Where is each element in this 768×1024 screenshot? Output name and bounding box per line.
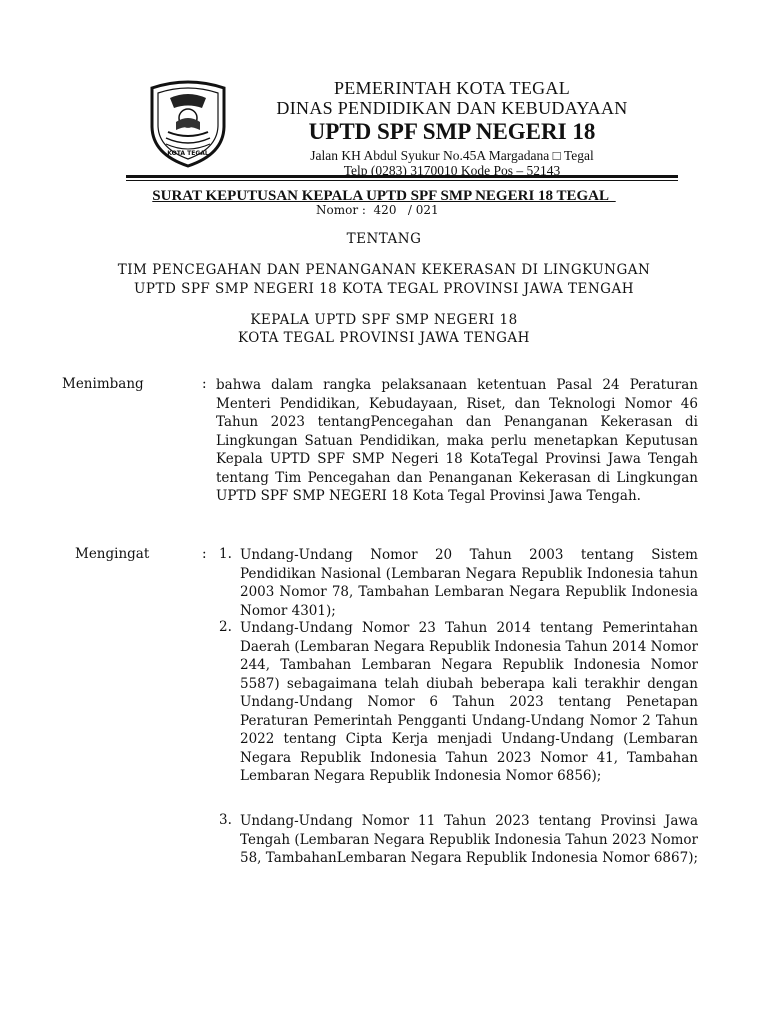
- subject-line-1: TIM PENCEGAHAN DAN PENANGANAN KEKERASAN DI LINGKUNGAN: [117, 262, 651, 278]
- official-line-2: KOTA TEGAL PROVINSI JAWA TENGAH: [238, 330, 530, 346]
- menimbang-colon: :: [202, 376, 207, 392]
- letterhead-address: Jalan KH Abdul Syukur No.45A Margadana □ Tegal: [310, 148, 594, 164]
- letterhead-department: DINAS PENDIDIKAN DAN KEBUDAYAAN: [276, 98, 628, 119]
- logo-lettering: KOTA TEGAL: [167, 150, 209, 157]
- official-line-1: KEPALA UPTD SPF SMP NEGERI 18: [250, 312, 518, 328]
- decree-number: Nomor : 420 / 021: [316, 203, 439, 217]
- tentang-heading: TENTANG: [346, 231, 422, 247]
- letterhead-divider-thick: [126, 175, 678, 178]
- menimbang-label: Menimbang: [62, 376, 144, 392]
- menimbang-text: bahwa dalam rangka pelaksanaan ketentuan Pasal 24 Peraturan Menteri Pendidikan, Kebudayaan, Riset, dan Teknologi Nomor 46 Tahun 2023 tentangPencegahan dan Penanganan Kekerasan di Lingkungan Satuan Pendidikan, maka perlu menetapkan Keputusan Kepala UPTD SPF SMP Negeri 18 KotaTegal Provinsi Jawa Tengah tentang Tim Pencegahan dan Penanganan Kekerasan di Lingkungan UPTD SPF SMP NEGERI 18 Kota Tegal Provinsi Jawa Tengah.: [216, 377, 698, 504]
- letterhead: [262, 78, 642, 178]
- mengingat-item-number: 3.: [219, 812, 232, 828]
- letterhead-divider-thin: [126, 180, 678, 181]
- letterhead-school-name: UPTD SPF SMP NEGERI 18: [308, 119, 596, 145]
- mengingat-item: Undang-Undang Nomor 11 Tahun 2023 tentang Provinsi Jawa Tengah (Lembaran Negara Republik Indonesia Tahun 2023 Nomor 58, TambahanLembaran Negara Republik Indonesia Nomor 6867);: [240, 813, 699, 866]
- mengingat-item-number: 2.: [219, 619, 232, 635]
- letterhead-government: PEMERINTAH KOTA TEGAL: [333, 78, 571, 98]
- subject-line-2: UPTD SPF SMP NEGERI 18 KOTA TEGAL PROVINSI JAWA TENGAH: [133, 281, 634, 297]
- mengingat-colon: :: [202, 546, 207, 562]
- mengingat-item: Undang-Undang Nomor 20 Tahun 2003 tentang Sistem Pendidikan Nasional (Lembaran Negara Republik Indonesia tahun 2003 Nomor 78, Tambahan Lembaran Negara Republik Indonesia Nomor 4301);: [240, 547, 698, 619]
- mengingat-item-number: 1.: [219, 546, 232, 562]
- letterhead-phone: Telp (0283) 3170010 Kode Pos – 52143: [343, 163, 561, 179]
- kota-tegal-emblem-logo: [146, 78, 230, 168]
- mengingat-item: Undang-Undang Nomor 23 Tahun 2014 tentang Pemerintahan Daerah (Lembaran Negara Republik Indonesia Tahun 2014 Nomor 244, Tambahan Lembaran Negara Republik Indonesia Nomor 5587) sebagaimana telah diubah beberapa kali terakhir dengan Undang-Undang Nomor 6 Tahun 2023 tentang Penetapan Peraturan Pemerintah Pengganti Undang-Undang Nomor 2 Tahun 2022 tentang Cipta Kerja menjadi Undang-Undang (Lembaran Negara Republik Indonesia Tahun 2023 Nomor 41, Tambahan Lembaran Negara Republik Indonesia Nomor 6856);: [240, 620, 698, 784]
- mengingat-label: Mengingat: [75, 546, 150, 562]
- decree-title: SURAT KEPUTUSAN KEPALA UPTD SPF SMP NEGERI 18 TEGAL: [152, 188, 616, 204]
